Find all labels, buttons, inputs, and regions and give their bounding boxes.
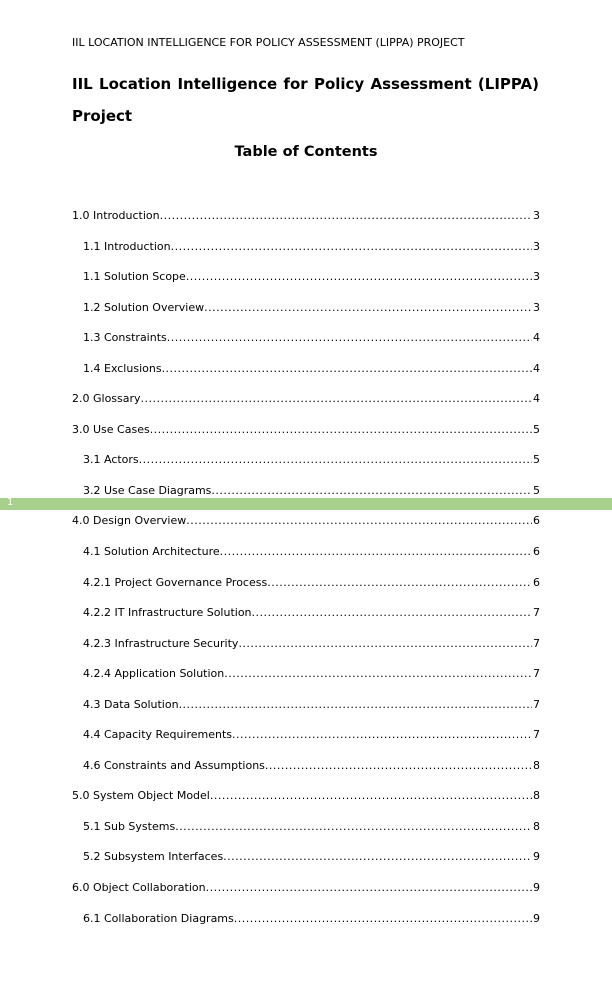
toc-dot-leader bbox=[186, 268, 532, 286]
toc-dot-leader bbox=[238, 635, 532, 653]
toc-entry-label: 1.1 Introduction bbox=[83, 239, 171, 253]
toc-entry-label: 5.2 Subsystem Interfaces bbox=[83, 850, 224, 864]
toc-entry[interactable] bbox=[72, 574, 540, 605]
toc-entry[interactable] bbox=[72, 329, 540, 360]
toc-entry-label: 4.2.2 IT Infrastructure Solution bbox=[83, 606, 252, 620]
toc-dot-leader bbox=[204, 299, 532, 317]
toc-entry[interactable] bbox=[72, 757, 540, 788]
toc-entry-page: 9 bbox=[533, 850, 540, 864]
toc-dot-leader bbox=[139, 451, 532, 469]
toc-entry[interactable] bbox=[72, 879, 540, 910]
toc-dot-leader bbox=[220, 543, 532, 561]
toc-entry-label: 4.2.1 Project Governance Process bbox=[83, 575, 268, 589]
toc-entry[interactable] bbox=[72, 818, 540, 849]
toc-entry-page: 7 bbox=[533, 728, 540, 742]
toc-entry-label: 5.0 System Object Model bbox=[72, 789, 210, 803]
toc-entry[interactable] bbox=[72, 268, 540, 299]
toc-entry-label: 1.1 Solution Scope bbox=[83, 270, 186, 284]
page-number: 1 bbox=[7, 497, 14, 508]
page-break-bar bbox=[0, 498, 612, 510]
toc-dot-leader bbox=[232, 726, 532, 744]
toc-dot-leader bbox=[150, 421, 532, 439]
toc-dot-leader bbox=[179, 696, 532, 714]
toc-entry-label: 3.2 Use Case Diagrams bbox=[83, 483, 212, 497]
toc-entry-page: 7 bbox=[533, 697, 540, 711]
toc-entry-page: 9 bbox=[533, 911, 540, 925]
toc-entry-label: 6.0 Object Collaboration bbox=[72, 881, 206, 895]
toc-entry-page: 6 bbox=[533, 545, 540, 559]
toc-entry-page: 8 bbox=[533, 789, 540, 803]
toc-entry-label: 3.0 Use Cases bbox=[72, 422, 150, 436]
toc-entry-label: 4.6 Constraints and Assumptions bbox=[83, 758, 265, 772]
toc-entry[interactable] bbox=[72, 238, 540, 269]
toc-entry[interactable] bbox=[72, 299, 540, 330]
toc-dot-leader bbox=[267, 574, 532, 592]
toc-entry-page: 3 bbox=[533, 300, 540, 314]
toc-entry-page: 3 bbox=[533, 270, 540, 284]
toc-dot-leader bbox=[162, 360, 532, 378]
toc-dot-leader bbox=[234, 910, 532, 928]
toc-entry-page: 4 bbox=[533, 361, 540, 375]
toc-dot-leader bbox=[175, 818, 532, 836]
toc-dot-leader bbox=[265, 757, 532, 775]
toc-entry[interactable] bbox=[72, 390, 540, 421]
toc-entry-page: 7 bbox=[533, 606, 540, 620]
toc-dot-leader bbox=[141, 390, 532, 408]
toc-entry-label: 4.2.4 Application Solution bbox=[83, 667, 225, 681]
toc-entry-page: 5 bbox=[533, 483, 540, 497]
toc-entry-page: 8 bbox=[533, 758, 540, 772]
toc-entry-page: 4 bbox=[533, 331, 540, 345]
toc-entry-label: 4.4 Capacity Requirements bbox=[83, 728, 233, 742]
toc-entry-page: 5 bbox=[533, 453, 540, 467]
toc-dot-leader bbox=[224, 665, 532, 683]
toc-dot-leader bbox=[186, 512, 532, 530]
toc-entry[interactable] bbox=[72, 665, 540, 696]
toc-entry-label: 3.1 Actors bbox=[83, 453, 139, 467]
toc-entry[interactable] bbox=[72, 726, 540, 757]
toc-dot-leader bbox=[210, 787, 532, 805]
toc-entry-label: 1.3 Constraints bbox=[83, 331, 167, 345]
toc-entry-label: 2.0 Glossary bbox=[72, 392, 141, 406]
toc-dot-leader bbox=[160, 207, 532, 225]
toc-entry-page: 8 bbox=[533, 819, 540, 833]
toc-entry[interactable] bbox=[72, 207, 540, 238]
toc-heading: Table of Contents bbox=[234, 144, 378, 160]
toc-entry-label: 4.2.3 Infrastructure Security bbox=[83, 636, 239, 650]
toc-entry-page: 7 bbox=[533, 636, 540, 650]
toc-entry-label: 1.4 Exclusions bbox=[83, 361, 162, 375]
toc-entry-page: 3 bbox=[533, 209, 540, 222]
toc-entry[interactable] bbox=[72, 512, 540, 543]
toc-entry-page: 7 bbox=[533, 667, 540, 681]
toc-entry[interactable] bbox=[72, 421, 540, 452]
toc-entry-page: 5 bbox=[533, 422, 540, 436]
toc-entry[interactable] bbox=[72, 787, 540, 818]
toc-entry-page: 6 bbox=[533, 575, 540, 589]
table-of-contents bbox=[72, 207, 540, 940]
toc-entry[interactable] bbox=[72, 360, 540, 391]
toc-entry-label: 4.0 Design Overview bbox=[72, 514, 187, 528]
toc-entry[interactable] bbox=[72, 910, 540, 941]
toc-entry-page: 4 bbox=[533, 392, 540, 406]
toc-entry[interactable] bbox=[72, 696, 540, 727]
toc-entry-label: 1.2 Solution Overview bbox=[83, 300, 205, 314]
toc-entry[interactable] bbox=[72, 848, 540, 879]
toc-dot-leader bbox=[206, 879, 532, 897]
toc-entry-page: 9 bbox=[533, 881, 540, 895]
toc-entry-label: 4.1 Solution Architecture bbox=[83, 545, 220, 559]
running-header: IIL LOCATION INTELLIGENCE FOR POLICY ASSESSMENT (LIPPA) PROJECT bbox=[72, 36, 465, 49]
toc-entry[interactable] bbox=[72, 604, 540, 635]
toc-entry[interactable] bbox=[72, 635, 540, 666]
toc-dot-leader bbox=[252, 604, 532, 622]
toc-dot-leader bbox=[167, 329, 532, 347]
toc-entry-label: 4.3 Data Solution bbox=[83, 697, 179, 711]
toc-entry[interactable] bbox=[72, 451, 540, 482]
toc-entry[interactable] bbox=[72, 543, 540, 574]
toc-entry-page: 3 bbox=[533, 239, 540, 253]
toc-entry-page: 6 bbox=[533, 514, 540, 528]
toc-dot-leader bbox=[223, 848, 532, 866]
toc-entry-label: 1.0 Introduction bbox=[72, 209, 160, 222]
toc-entry-label: 6.1 Collaboration Diagrams bbox=[83, 911, 234, 925]
toc-dot-leader bbox=[171, 238, 532, 256]
toc-entry-label: 5.1 Sub Systems bbox=[83, 819, 176, 833]
document-title: IIL Location Intelligence for Policy Assessment (LIPPA) Project bbox=[72, 75, 539, 125]
